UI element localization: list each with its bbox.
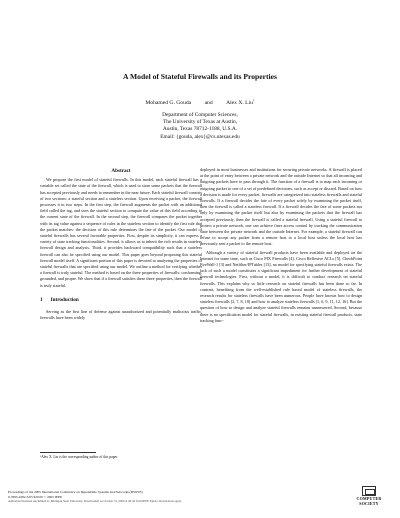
footer-license: Authorized licensed use limited to: Michigan State University. Downloaded on October 31, 2009 at 20:34 from IEEE Xplore. Restrictions apply. [8,499,182,504]
affiliation-line: The University of Texas at Austin, [162,119,238,126]
footer-line: Proceedings of the 2005 International Conference on Dependable Systems and Networks (DSN'05) [8,490,143,494]
logo-text-line: SOCIETY [359,500,379,506]
abstract-text: We propose the first model of stateful firewalls. In this model, each stateful firewall has a variable set called the state of the firewall, which is used to store some packets that the firewall has accepted previously and needs to remember in the near future. Each stateful firewall consists of two sections: a stateful section and a stateless section. Upon receiving a packet, the firewall processes it in two steps. In the first step, the firewall augments the packet with an additional field called the tag, and uses the stateful section to compute the value of this field according to the current state of the firewall. In the second step, the firewall compares the packet together with its tag value against a sequence of rules in the stateless section to identify the first rule that the packet matches: the decision of this rule determines the fate of the packet. Our model of stateful firewalls has several favorable properties. First, despite its simplicity, it can express a variety of state tracking functionalities. Second, it allows us to inherit the rich results in stateless firewall design and analysis. Third, it provides backward compatibility such that a stateless firewall can also be specified using our model. This paper goes beyond proposing this stateful firewall model itself. A significant portion of this paper is devoted to analyzing the properties of stateful firewalls that are specified using our model. We outline a method for verifying whether a firewall is truly stateful. The method is based on the three properties of firewalls: conforming, grounded, and proper. We show that if a firewall satisfies these three properties, then the firewall is truly stateful. [40,177,202,288]
abstract-heading: Abstract [111,168,131,174]
author-footnote-mark: 1 [252,98,255,102]
author-2: Alex X. Liu [226,99,253,106]
section-number: 1 [40,296,43,303]
section-title: Introduction [50,296,79,303]
footnote: ¹Alex X. Liu is the corresponding author of this paper. [40,455,119,459]
body-paragraph: deployed in most businesses and institutions for securing private networks. A firewall is placed at the point of entry between a private network and the outside Internet so that all incoming and outgoing packets have to pass through it. The function of a firewall is to map each incoming or outgoing packet to one of a set of predefined decisions, such as accept or discard. Based on how a decision is made for every packet, firewalls are categorized into stateless firewalls and stateful firewalls. If a firewall decides the fate of every packet solely by examining the packet itself, then the firewall is called a stateless firewall. If a firewall decides the fate of some packets not only by examining the packet itself but also by examining the packets that the firewall has accepted previously, then the firewall is called a stateful firewall. Using a stateful firewall to protect a private network, one can achieve finer access control by tracking the communication state between the private network and the outside Internet. For example, a stateful firewall can refuse to accept any packet from a remote host to a local host unless the local host has previously sent a packet to the remote host. [200,167,362,247]
author-line [0,98,400,106]
affiliation-line: Department of Computer Sciences, [162,112,238,118]
footer-line: 0-7695-2282-3/05 $20.00 © 2005 IEEE [8,494,63,499]
footnote-rule [40,452,96,453]
left-column [40,168,202,321]
logo-text [348,497,390,506]
affiliation-line: Austin, Texas 78712-1188, U.S.A. [162,126,238,133]
paper-title: A Model of Stateful Firewalls and its Properties [123,72,277,81]
section-heading [40,297,202,303]
computer-society-logo [348,486,390,510]
body-paragraph: Although a variety of stateful firewall products have been available and deployed on the Internet for some time, such as Cisco PIX Firewalls [4], Cisco Reflexive ACLs [5], CheckPoint FireWall-1 [3] and Netfilter/IPTables [13], no model for specifying stateful firewalls exists. The lack of such a model constitutes a significant impediment for further development of stateful firewall technologies. First, without a model, it is difficult to conduct research on stateful firewalls. This explains why so little research on stateful firewalls has been done so far. In contrast, benefiting from the well-established rule based model of stateless firewalls, the research results for stateless firewalls have been numerous. People have known how to design stateless firewalls [2, 7, 8, 10] and how to analyze stateless firewalls [1, 6, 9, 11, 12, 16]. But the question of how to design and analyze stateful firewalls remains unanswered. Second, because there is no specification model for stateful firewalls, in existing stateful firewall products, state tracking func- [200,249,362,323]
author-1: Mohamed G. Gouda [145,99,192,106]
author-separator: and [204,99,213,106]
affiliation [0,112,400,141]
page-footer [8,490,338,504]
logo-text-line: COMPUTER [356,496,382,501]
monitor-icon [362,486,376,496]
affiliation-email: Email: {gouda, alex}@cs.utexas.edu [160,133,240,140]
right-column [200,167,362,324]
intro-paragraph: Serving as the first line of defense against unauthorized and potentially malicious traffic, firewalls have been widely [40,309,202,321]
